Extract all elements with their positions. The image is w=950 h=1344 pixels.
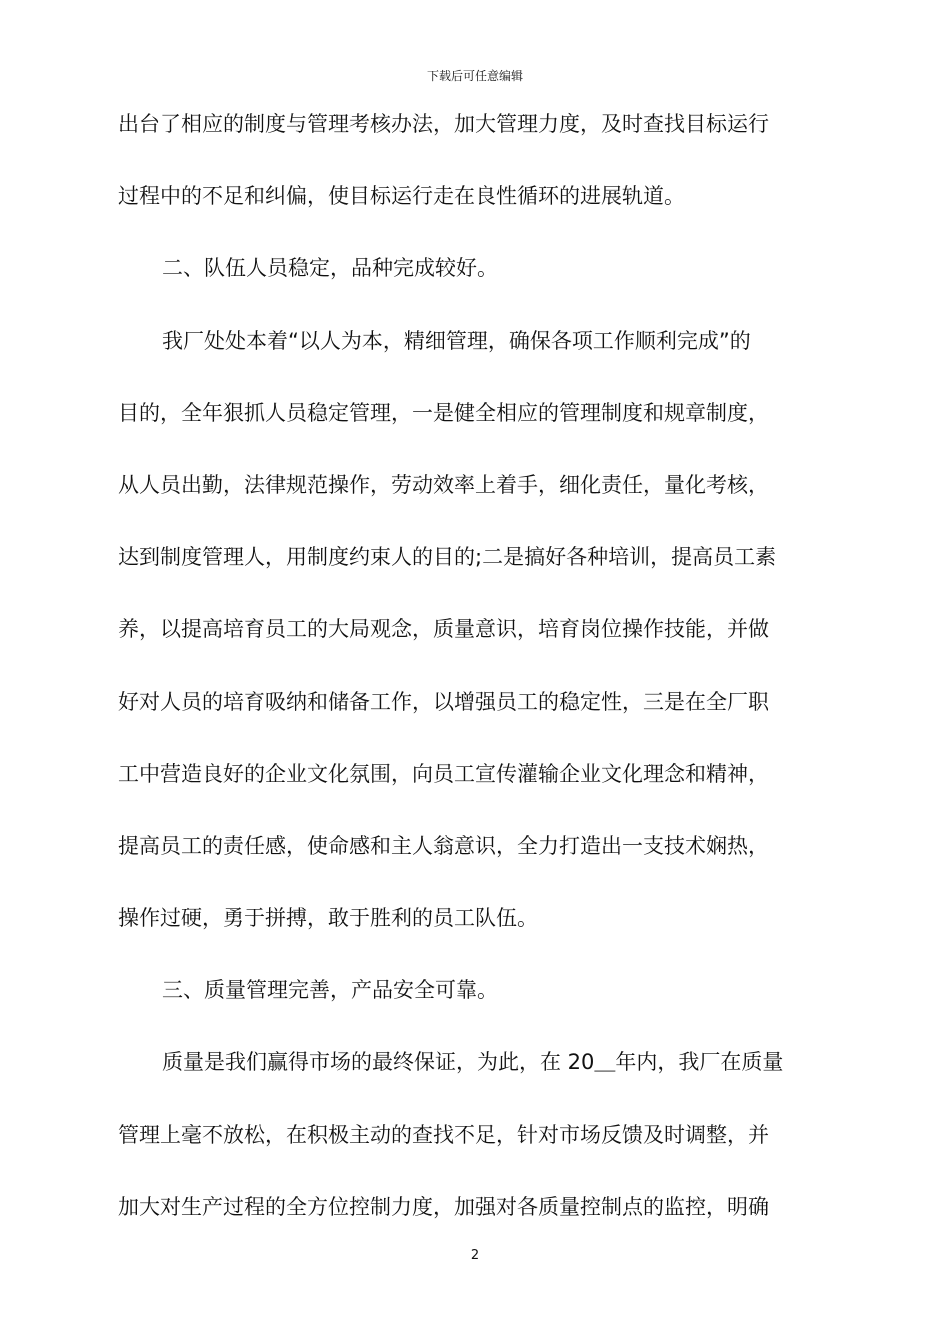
text-line: 质量是我们赢得市场的最终保证，为此，在 20＿年内，我厂在质量: [162, 1050, 784, 1075]
text-line: 从人员出勤，法律规范操作，劳动效率上着手，细化责任，量化考核，: [118, 472, 769, 497]
text-line: 达到制度管理人，用制度约束人的目的;二是搞好各种培训，提高员工素: [118, 545, 777, 570]
text-line: 管理上毫不放松，在积极主动的查找不足，针对市场反馈及时调整，并: [118, 1122, 769, 1147]
text-line: 好对人员的培育吸纳和储备工作，以增强员工的稳定性，三是在全厂职: [118, 689, 769, 714]
text-line: 目的，全年狠抓人员稳定管理，一是健全相应的管理制度和规章制度，: [118, 400, 769, 425]
section-heading: 三、质量管理完善，产品安全可靠。: [162, 978, 498, 1003]
text-line: 养，以提高培育员工的大局观念，质量意识，培育岗位操作技能，并做: [118, 617, 769, 642]
text-line: 我厂处处本着“以人为本，精细管理，确保各项工作顺利完成”的: [162, 328, 751, 353]
page-number: 2: [470, 1248, 480, 1263]
text-line: 操作过硬，勇于拼搏，敢于胜利的员工队伍。: [118, 906, 538, 931]
text-line: 加大对生产过程的全方位控制力度，加强对各质量控制点的监控，明确: [118, 1194, 769, 1219]
text-line: 工中营造良好的企业文化氛围，向员工宣传灌输企业文化理念和精神，: [118, 761, 769, 786]
document-body: [118, 96, 834, 1251]
page-header: 下载后可任意编辑: [426, 69, 523, 83]
text-line: 提高员工的责任感，使命感和主人翁意识，全力打造出一支技术娴热，: [118, 833, 769, 858]
text-line: 过程中的不足和纠偏，使目标运行走在良性循环的进展轨道。: [118, 184, 685, 209]
section-heading: 二、队伍人员稳定，品种完成较好。: [162, 256, 498, 281]
text-line: 出台了相应的制度与管理考核办法，加大管理力度，及时查找目标运行: [118, 112, 769, 136]
